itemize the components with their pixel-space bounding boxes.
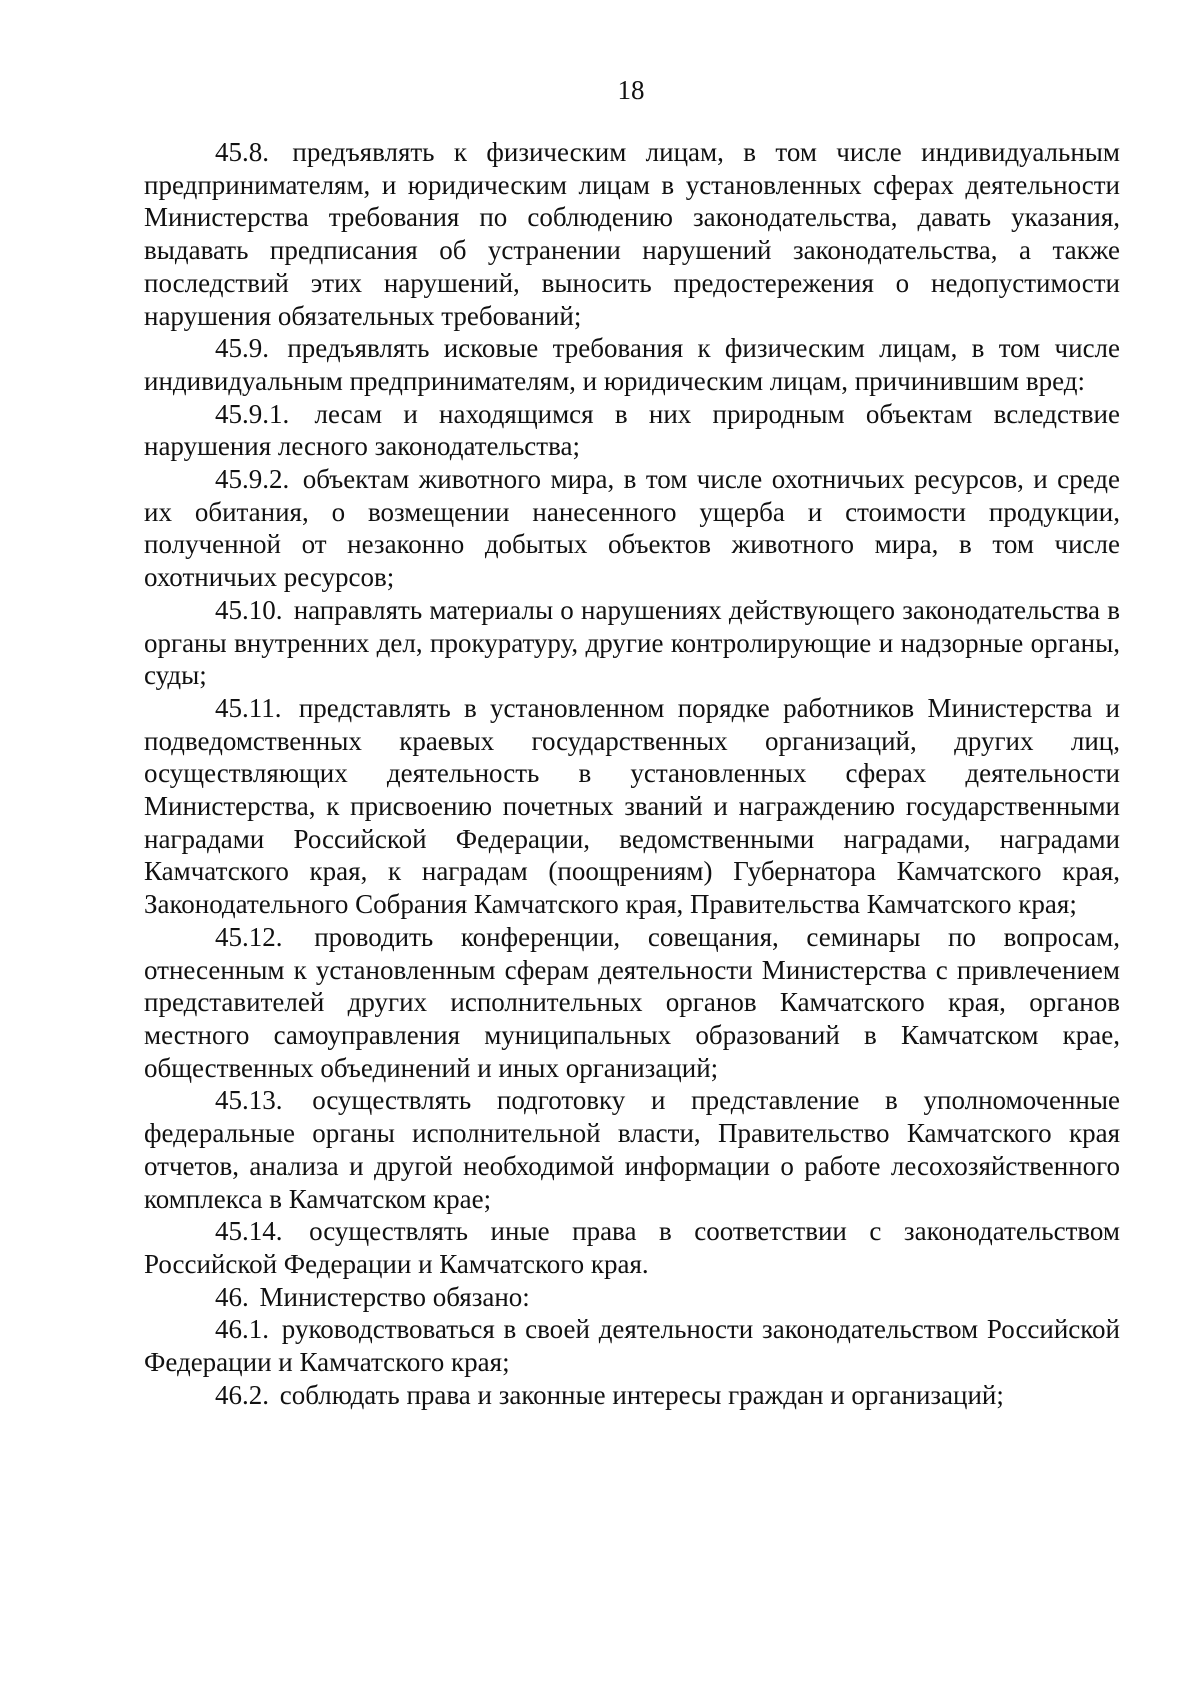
paragraph-46-1 [144,1313,1120,1378]
paragraph-45-12 [144,921,1120,1085]
clause-number: 45.13. [215,1085,283,1116]
clause-number: 45.9.1. [215,398,290,429]
clause-text: предъявлять исковые требования к физическим лицам, в том числе индивидуальным предпринимателям, и юридическим лицам, причинившим вред: [144,333,1121,396]
clause-number: 45.8. [215,137,269,167]
paragraph-45-13 [144,1084,1120,1215]
clause-text: объектам животного мира, в том числе охотничьих ресурсов, и среде их обитания, о возмещении нанесенного ущерба и стоимости продукции, полученной от незаконно добытых объектов животного мира, в том числе охотничьих ресурсов; [144,464,1121,593]
clause-number: 45.10. [215,594,283,625]
clause-number: 45.14. [215,1216,283,1247]
clause-number: 45.9. [215,333,269,364]
clause-text: предъявлять к физическим лицам, в том числе индивидуальным предпринимателям, и юридическим лицам в установленных сферах деятельности Министерства требования по соблюдению законодательства, давать указания, выдавать предписания об устранении нарушений законодательства, а также последствий этих нарушений, выносить предостережения о недопустимости нарушения обязательных требований; [144,137,1120,331]
clause-text: лесам и находящимся в них природным объектам вследствие нарушения лесного законодательства; [144,398,1120,462]
paragraph-45-10 [144,594,1120,692]
paragraph-45-9-2 [144,463,1120,594]
paragraph-45-14 [144,1215,1120,1280]
paragraph-46 [144,1281,1120,1314]
paragraph-45-11 [144,692,1120,921]
clause-number: 46.1. [215,1314,269,1345]
clause-number: 45.12. [215,921,283,952]
clause-text: представлять в установленном порядке работников Министерства и подведомственных краевых государственных организаций, других лиц, осуществляющих деятельность в установленных сферах деятельности Министерства, к присвоению почетных званий и награждению государственными наградами Российской Федерации, ведомственными наградами, наградами Камчатского края, к наградам (поощрениям) Губернатора Камчатского края, Законодательного Собрания Камчатского края, Правительства Камчатского края; [144,692,1121,920]
clause-text: соблюдать права и законные интересы граждан и организаций; [279,1379,1004,1410]
clause-number: 46.2. [215,1379,269,1410]
clause-text: Министерство обязано: [259,1281,530,1312]
paragraph-46-2 [144,1379,1120,1412]
clause-text: руководствоваться в своей деятельности законодательством Российской Федерации и Камчатского края; [144,1314,1120,1378]
page-number: 18 [617,75,645,105]
paragraph-45-9-1 [144,398,1120,463]
clause-number: 46. [215,1281,249,1312]
paragraph-45-8 [144,136,1120,332]
clause-text: осуществлять подготовку и представление в уполномоченные федеральные органы исполнительной власти, Правительство Камчатского края отчетов, анализа и другой необходимой информации о работе лесохозяйственного комплекса в Камчатском крае; [144,1085,1120,1214]
clause-text: направлять материалы о нарушениях действующего законодательства в органы внутренних дел, прокуратуру, другие контролирующие и надзорные органы, суды; [144,594,1121,691]
clause-number: 45.11. [215,692,282,723]
document-body [144,136,1120,1411]
clause-number: 45.9.2. [215,464,290,495]
clause-text: проводить конференции, совещания, семинары по вопросам, отнесенным к установленным сферам деятельности Министерства с привлечением представителей других исполнительных органов Камчатского края, органов местного самоуправления муниципальных образований в Камчатском крае, общественных объединений и иных организаций; [144,921,1120,1083]
paragraph-45-9 [144,332,1120,397]
clause-text: осуществлять иные права в соответствии с законодательством Российской Федерации и Камчатского края. [144,1216,1121,1279]
